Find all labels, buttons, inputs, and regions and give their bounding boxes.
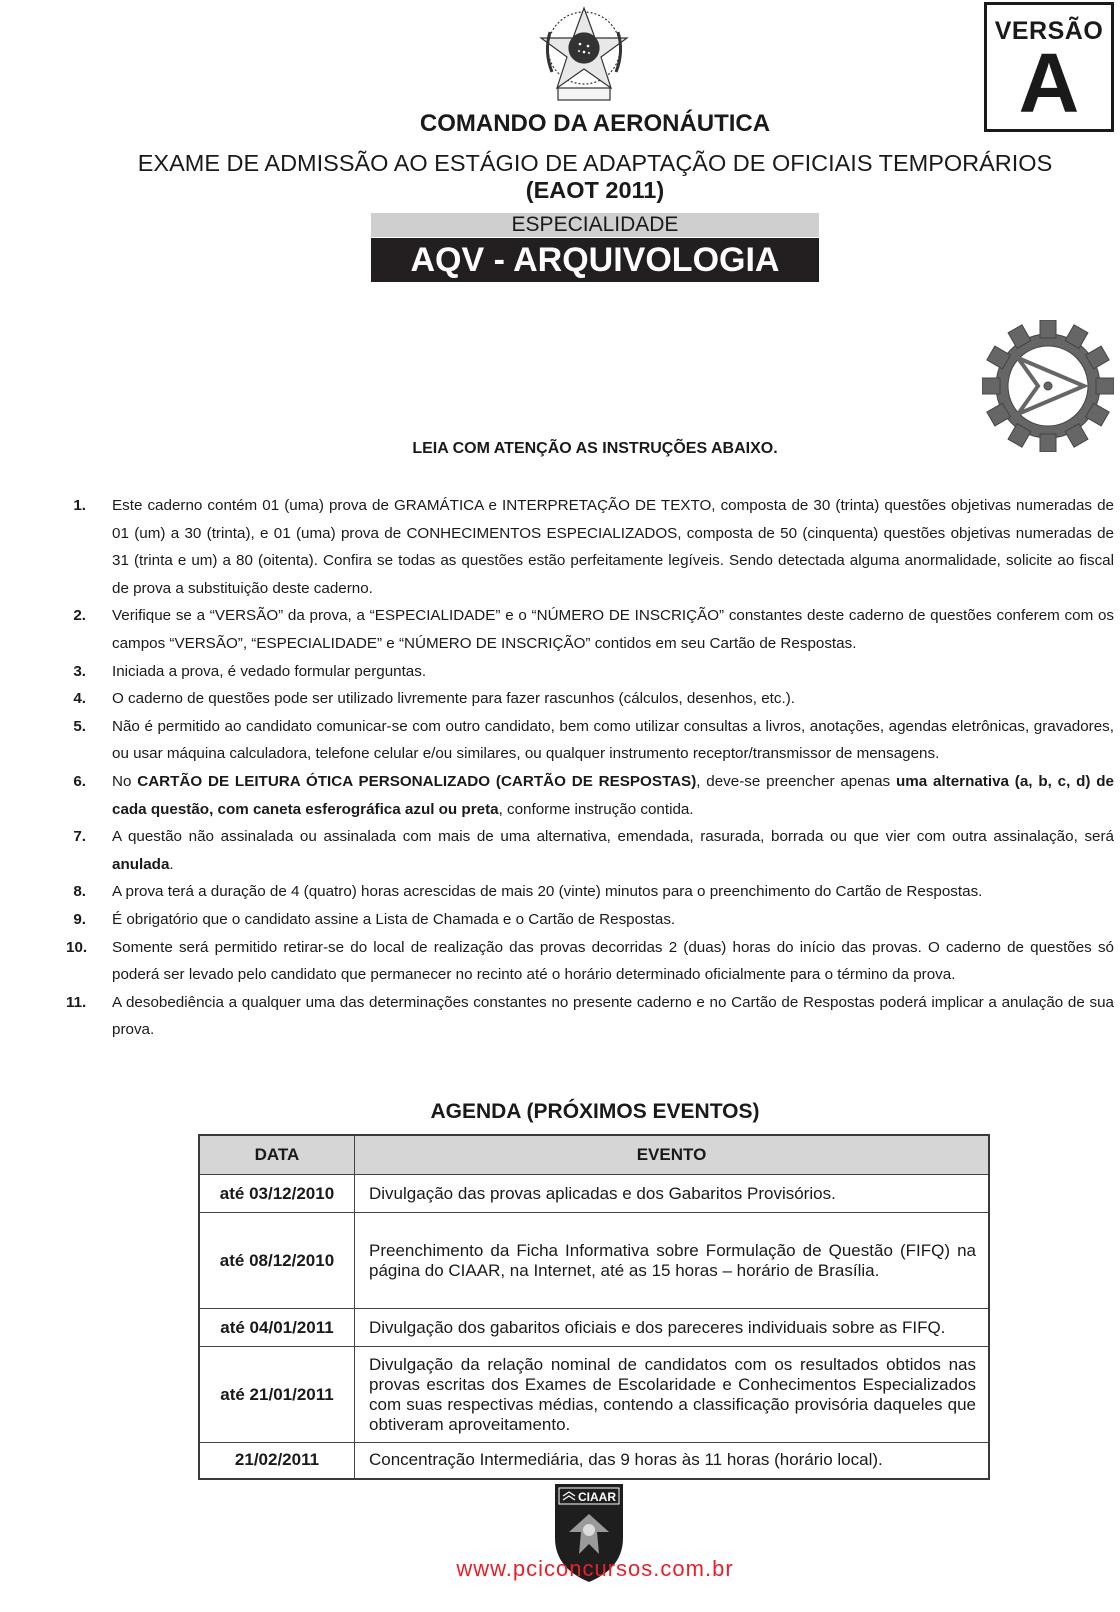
instruction-item xyxy=(66,823,1114,878)
instructions-heading: LEIA COM ATENÇÃO AS INSTRUÇÕES ABAIXO. xyxy=(412,440,778,457)
agenda-row xyxy=(199,1213,989,1309)
agenda-col-date: DATA xyxy=(199,1135,355,1175)
version-letter: A xyxy=(1018,36,1080,130)
instruction-item xyxy=(66,934,1114,989)
instruction-text: uma alternativa (a, b, c, d) de cada questão, com caneta esferográfica azul ou preta xyxy=(112,772,1114,818)
instruction-item xyxy=(66,685,1114,713)
ciaar-logo-text: CIAAR xyxy=(578,1490,616,1504)
instruction-number: 5. xyxy=(73,717,86,735)
agenda-row xyxy=(199,1347,989,1443)
instruction-text: Não é permitido ao candidato comunicar-se com outro candidato, bem como utilizar consultas a livros, anotações, agendas eletrônicas, gravadores, ou usar máquina calculadora, telefone celular e/ou similares, ou qualquer instrumento receptor/transmissor de mensagens. xyxy=(112,717,1114,763)
instructions-list xyxy=(66,492,1114,1044)
instruction-text: A prova terá a duração de 4 (quatro) horas acrescidas de mais 20 (vinte) minutos para o preenchimento do Cartão de Respostas. xyxy=(112,883,983,901)
instruction-item xyxy=(66,878,1114,906)
specialty-name: AQV - ARQUIVOLOGIA xyxy=(371,238,819,282)
gear-icon xyxy=(982,320,1114,452)
agenda-row xyxy=(199,1309,989,1347)
instruction-number: 4. xyxy=(73,690,86,708)
command-title: COMANDO DA AERONÁUTICA xyxy=(419,110,771,137)
agenda-date: até 04/01/2011 xyxy=(199,1309,355,1347)
coat-of-arms-emblem xyxy=(534,2,634,112)
agenda-header-row xyxy=(199,1135,989,1175)
agenda-row xyxy=(199,1175,989,1213)
specialty-label: ESPECIALIDADE xyxy=(371,213,819,237)
instruction-number: 8. xyxy=(73,883,86,901)
instruction-text: Somente será permitido retirar-se do local de realização das provas decorridas 2 (duas) horas do início das provas. O caderno de questões só poderá ser levado pelo candidato que permanecer no recinto até o horário determinado oficialmente para o término da prova. xyxy=(112,938,1114,984)
agenda-event: Divulgação das provas aplicadas e dos Gabaritos Provisórios. xyxy=(355,1175,990,1213)
instruction-item xyxy=(66,906,1114,934)
instruction-text: A questão não assinalada ou assinalada com mais de uma alternativa, emendada, rasurada, borrada ou que vier com outra assinalação, será xyxy=(112,828,1114,846)
instruction-number: 3. xyxy=(73,662,86,680)
instruction-number: 1. xyxy=(73,497,86,514)
agenda-date: 21/02/2011 xyxy=(199,1443,355,1479)
instruction-number: 2. xyxy=(73,607,86,625)
exam-code: (EAOT 2011) xyxy=(525,177,665,203)
agenda-date: até 03/12/2010 xyxy=(199,1175,355,1213)
instruction-item xyxy=(66,713,1114,768)
instruction-number: 10. xyxy=(66,938,88,956)
agenda-event: Divulgação da relação nominal de candidatos com os resultados obtidos nas provas escritas dos Exames de Escolaridade e Conhecimentos Especializados com suas respectivas médias, contendo a classificação provisória daqueles que obtiveram aproveitamento. xyxy=(355,1347,990,1443)
instruction-text: Este caderno contém 01 (uma) prova de GRAMÁTICA e INTERPRETAÇÃO DE TEXTO, composta de 30 (trinta) questões objetivas numeradas de 01 (um) a 30 (trinta), e 01 (uma) prova de CONHECIMENTOS ESPECIALIZADOS, composta de 50 (cinquenta) questões objetivas numeradas de 31 (trinta e um) a 80 (oitenta). Confira se todas as questões estão perfeitamente legíveis. Sendo detectada alguma anormalidade, solicite ao fiscal de prova a substituição deste caderno. xyxy=(112,497,1114,597)
instruction-item xyxy=(66,658,1114,686)
version-label: VERSÃO xyxy=(994,17,1104,45)
agenda-table xyxy=(198,1134,990,1480)
instruction-text: No xyxy=(112,772,138,790)
instruction-text: É obrigatório que o candidato assine a Lista de Chamada e o Cartão de Respostas. xyxy=(112,910,676,928)
instruction-item xyxy=(66,768,1114,823)
agenda-date: até 21/01/2011 xyxy=(199,1347,355,1443)
instruction-text: A desobediência a qualquer uma das determinações constantes no presente caderno e no Cartão de Respostas poderá implicar a anulação de sua prova. xyxy=(112,993,1114,1039)
instruction-number: 6. xyxy=(73,772,86,790)
agenda-date: até 08/12/2010 xyxy=(199,1213,355,1309)
agenda-event: Divulgação dos gabaritos oficiais e dos pareceres individuais sobre as FIFQ. xyxy=(355,1309,990,1347)
instruction-item xyxy=(66,989,1114,1044)
instruction-number: 9. xyxy=(73,910,86,928)
website-url[interactable]: www.pciconcursos.com.br xyxy=(456,1556,734,1581)
agenda-title: AGENDA (PRÓXIMOS EVENTOS) xyxy=(430,1100,760,1123)
instruction-text: anulada xyxy=(112,855,170,873)
instruction-text: O caderno de questões pode ser utilizado livremente para fazer rascunhos (cálculos, desenhos, etc.). xyxy=(112,690,795,708)
instruction-text: Verifique se a “VERSÃO” da prova, a “ESPECIALIDADE” e o “NÚMERO DE INSCRIÇÃO” constantes deste caderno de questões conferem com os campos “VERSÃO”, “ESPECIALIDADE” e “NÚMERO DE INSCRIÇÃO” contidos em seu Cartão de Respostas. xyxy=(112,607,1114,652)
instruction-number: 7. xyxy=(73,828,86,846)
agenda-row xyxy=(199,1443,989,1479)
agenda-col-event: EVENTO xyxy=(355,1135,990,1175)
instruction-item xyxy=(66,492,1114,602)
instruction-text: CARTÃO DE LEITURA ÓTICA PERSONALIZADO (CARTÃO DE RESPOSTAS) xyxy=(137,772,697,790)
agenda-event: Concentração Intermediária, das 9 horas às 11 horas (horário local). xyxy=(355,1443,990,1479)
instruction-text: , deve-se preencher apenas xyxy=(696,772,896,790)
exam-title: EXAME DE ADMISSÃO AO ESTÁGIO DE ADAPTAÇÃO DE OFICIAIS TEMPORÁRIOS xyxy=(137,150,1053,176)
instruction-text: Iniciada a prova, é vedado formular perguntas. xyxy=(112,662,427,680)
agenda-event: Preenchimento da Ficha Informativa sobre Formulação de Questão (FIFQ) na página do CIAAR, na Internet, até as 15 horas – horário de Brasília. xyxy=(355,1213,990,1309)
instruction-number: 11. xyxy=(66,993,87,1011)
instruction-text: , conforme instrução contida. xyxy=(498,800,694,818)
instruction-item xyxy=(66,602,1114,657)
instruction-text: . xyxy=(169,855,174,873)
